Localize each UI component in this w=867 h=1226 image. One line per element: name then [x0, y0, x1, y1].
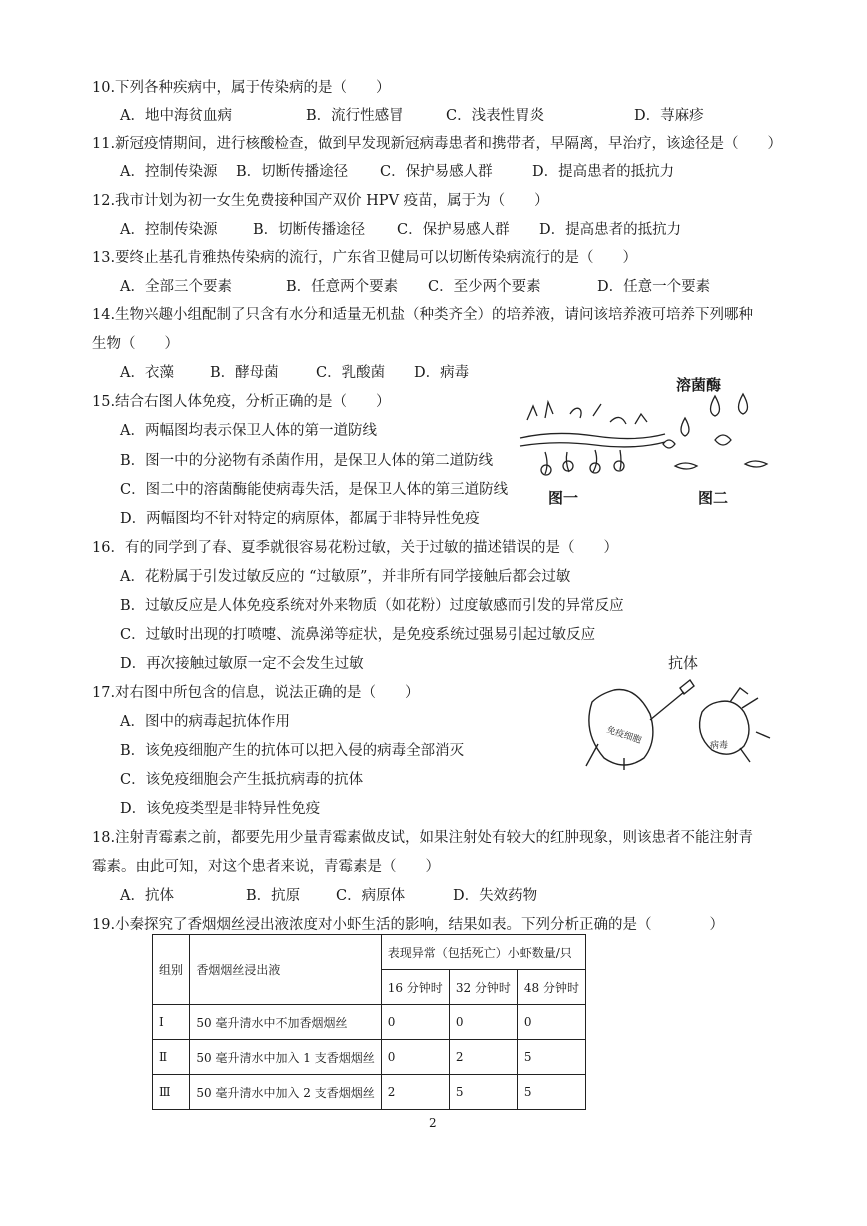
- figure-label-antibody: 抗体: [668, 654, 699, 672]
- question-11-stem: 11.新冠疫情期间，进行核酸检查，做到早发现新冠病毒患者和携带者，早隔离，早治疗，该途径是（ ）: [92, 136, 783, 152]
- header-time-32: 32 分钟时: [449, 970, 517, 1005]
- option-d: D．该免疫类型是非特异性免疫: [120, 801, 321, 817]
- option-a: A．控制传染源: [120, 164, 218, 180]
- header-liquid: 香烟烟丝浸出液: [190, 935, 381, 1005]
- question-10-stem: 10.下列各种疾病中，属于传染病的是（ ）: [92, 80, 391, 96]
- option-c: C．保护易感人群: [397, 222, 510, 238]
- question-17-stem: 17.对右图中所包含的信息，说法正确的是（ ）: [92, 685, 420, 701]
- cell-liquid: 50 毫升清水中不加香烟烟丝: [190, 1005, 381, 1040]
- option-d: D．病毒: [414, 365, 470, 381]
- option-b: B．切断传播途径: [253, 222, 366, 238]
- cell-label: 免疫细胞: [605, 725, 643, 746]
- option-c: C．过敏时出现的打喷嚏、流鼻涕等症状，是免疫系统过强易引起过敏反应: [120, 627, 596, 643]
- option-b: B．酵母菌: [210, 365, 279, 381]
- option-c: C．病原体: [336, 888, 406, 904]
- option-a: A．图中的病毒起抗体作用: [120, 714, 290, 730]
- question-10-options: [0, 104, 867, 126]
- option-a: A．控制传染源: [120, 222, 218, 238]
- cell-value: 2: [449, 1040, 517, 1075]
- option-d: D．荨麻疹: [634, 108, 704, 124]
- cell-value: 2: [381, 1075, 449, 1110]
- question-18-stem: 18.注射青霉素之前，都要先用少量青霉素做皮试，如果注射处有较大的红肿现象，则该患者不能注射青: [92, 830, 754, 846]
- option-a: A．花粉属于引发过敏反应的 “过敏原”，并非所有同学接触后都会过敏: [120, 569, 571, 585]
- option-b: B．该免疫细胞产生的抗体可以把入侵的病毒全部消灭: [120, 743, 465, 759]
- header-time-16: 16 分钟时: [381, 970, 449, 1005]
- cell-value: 0: [517, 1005, 585, 1040]
- option-a: A．衣藻: [120, 365, 174, 381]
- figure-label-fig2: 图二: [698, 489, 729, 507]
- cell-liquid: 50 毫升清水中加入 2 支香烟烟丝: [190, 1075, 381, 1110]
- option-d: D．任意一个要素: [597, 279, 711, 295]
- table-row: [153, 1005, 586, 1040]
- cell-value: 0: [381, 1005, 449, 1040]
- question-16-stem: 16．有的同学到了春、夏季就很容易花粉过敏，关于过敏的描述错误的是（ ）: [92, 540, 618, 556]
- virus-label: 病毒: [710, 741, 729, 751]
- figure-label-lysozyme: 溶菌酶: [676, 376, 722, 394]
- option-c: C．图二中的溶菌酶能使病毒失活，是保卫人体的第三道防线: [120, 482, 509, 498]
- question-13-stem: 13.要终止基孔肯雅热传染病的流行，广东省卫健局可以切断传染病流行的是（ ）: [92, 250, 638, 266]
- option-c: C．保护易感人群: [380, 164, 493, 180]
- cell-value: 0: [449, 1005, 517, 1040]
- option-d: D．失效药物: [453, 888, 538, 904]
- option-b: B．流行性感冒: [306, 108, 404, 124]
- cell-group: Ⅰ: [153, 1005, 190, 1040]
- figure-label-fig1: 图一: [548, 489, 579, 507]
- option-c: C．该免疫细胞会产生抵抗病毒的抗体: [120, 772, 364, 788]
- option-b: B．过敏反应是人体免疫系统对外来物质（如花粉）过度敏感而引发的异常反应: [120, 598, 624, 614]
- cell-value: 5: [449, 1075, 517, 1110]
- immune-barrier-figure: [515, 390, 785, 482]
- cell-group: Ⅲ: [153, 1075, 190, 1110]
- page-number: 2: [429, 1116, 437, 1130]
- option-c: C．至少两个要素: [428, 279, 541, 295]
- option-a: A．两幅图均表示保卫人体的第一道防线: [120, 423, 377, 439]
- header-group: 组别: [153, 935, 190, 1005]
- option-a: A．抗体: [120, 888, 174, 904]
- header-abnormal: 表现异常（包括死亡）小虾数量/只: [381, 935, 585, 970]
- option-d: D．再次接触过敏原一定不会发生过敏: [120, 656, 364, 672]
- results-table: [152, 934, 586, 1110]
- option-a: A．地中海贫血病: [120, 108, 232, 124]
- cell-value: 5: [517, 1040, 585, 1075]
- option-d: D．两幅图均不针对特定的病原体，都属于非特异性免疫: [120, 511, 480, 527]
- option-c: C．乳酸菌: [316, 365, 386, 381]
- question-14-stem-cont: 生物（ ）: [92, 336, 179, 352]
- table-row: [153, 1075, 586, 1110]
- header-time-48: 48 分钟时: [517, 970, 585, 1005]
- option-a: A．全部三个要素: [120, 279, 232, 295]
- question-11-options: [0, 160, 867, 182]
- question-13-options: [0, 275, 867, 297]
- cell-group: Ⅱ: [153, 1040, 190, 1075]
- option-b: B．任意两个要素: [286, 279, 399, 295]
- cell-liquid: 50 毫升清水中加入 1 支香烟烟丝: [190, 1040, 381, 1075]
- antibody-virus-figure: [580, 672, 780, 772]
- option-b: B．图一中的分泌物有杀菌作用，是保卫人体的第二道防线: [120, 453, 494, 469]
- option-b: B．抗原: [246, 888, 301, 904]
- question-18-stem-cont: 霉素。由此可知，对这个患者来说，青霉素是（ ）: [92, 859, 440, 875]
- question-12-stem: 12.我市计划为初一女生免费接种国产双价 HPV 疫苗，属于为（ ）: [92, 193, 549, 209]
- table-row: [153, 1040, 586, 1075]
- question-14-stem: 14.生物兴趣小组配制了只含有水分和适量无机盐（种类齐全）的培养液，请问该培养液可培养下列哪种: [92, 307, 754, 323]
- option-d: D．提高患者的抵抗力: [539, 222, 682, 238]
- question-18-options: [0, 884, 867, 906]
- option-c: C．浅表性胃炎: [446, 108, 545, 124]
- cell-value: 0: [381, 1040, 449, 1075]
- cell-value: 5: [517, 1075, 585, 1110]
- question-12-options: [0, 218, 867, 240]
- question-19-stem: 19.小秦探究了香烟烟丝浸出液浓度对小虾生活的影响，结果如表。下列分析正确的是（ ）: [92, 917, 725, 933]
- option-d: D．提高患者的抵抗力: [532, 164, 675, 180]
- question-14-options: [0, 361, 867, 383]
- question-15-stem: 15.结合右图人体免疫，分析正确的是（ ）: [92, 394, 391, 410]
- option-b: B．切断传播途径: [236, 164, 349, 180]
